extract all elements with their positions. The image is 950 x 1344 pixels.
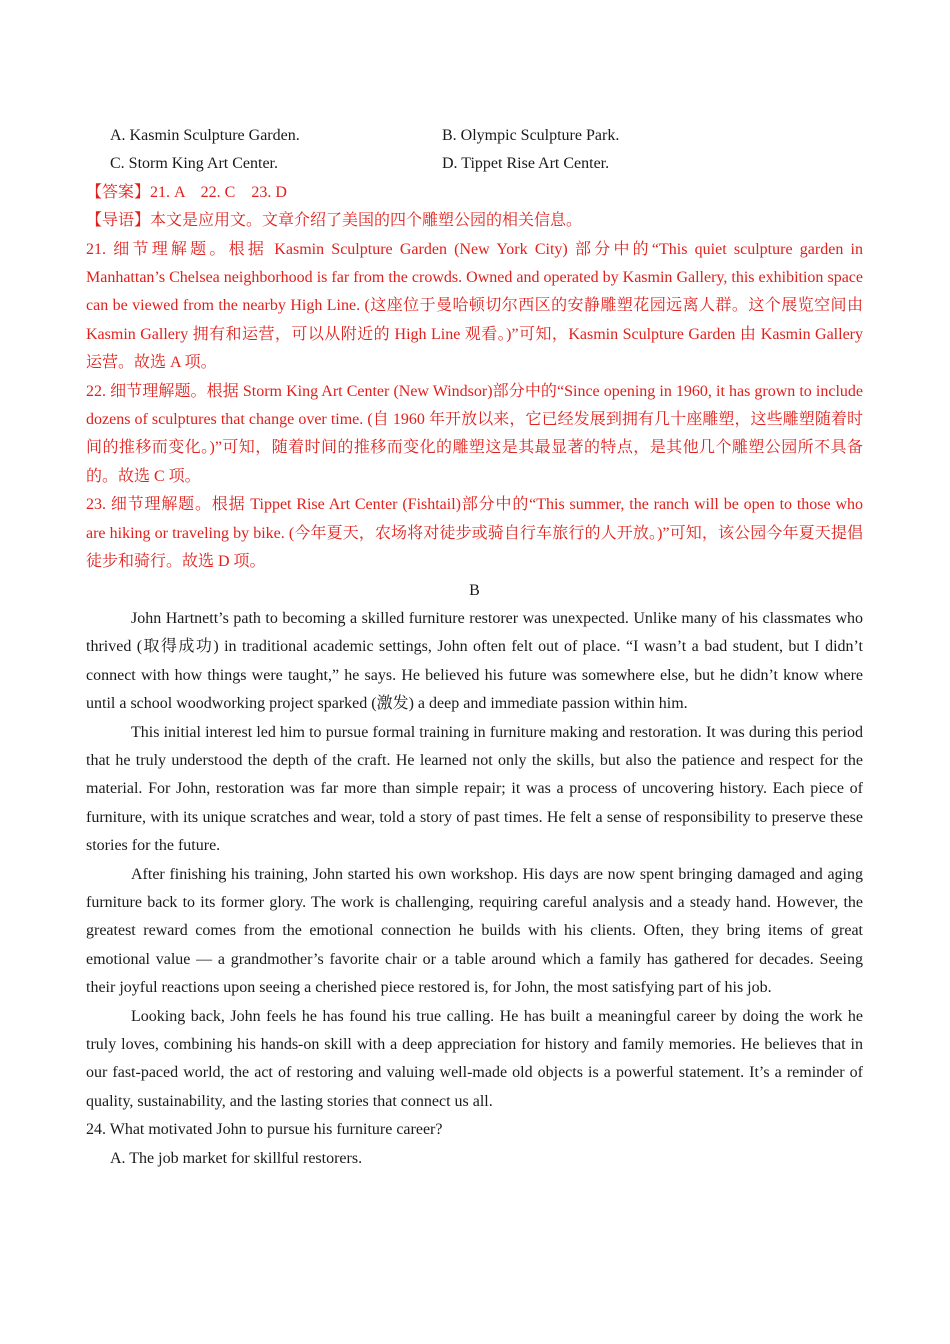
passage-paragraph-3: After finishing his training, John started his own workshop. His days are now spent bringing damaged and aging furniture back to its former glory. The work is challenging, requiring careful analysis and a steady hand. However, the greatest reward comes from the emotional connection he builds with his clients. Often, they bring items of great emotional value — a grandmother’s favorite chair or a table around which a family has gathered for decades. Seeing their joyful reactions upon seeing a cherished piece restored is, for John, the most satisfying part of his job.	[86, 865, 863, 997]
passage-paragraph-1: John Hartnett’s path to becoming a skilled furniture restorer was unexpected. Unlike many of his classmates who thrived (取得成功) in traditional academic settings, John often felt out of place. “I wasn’t a bad student, but I didn’t connect with how things were taught,” he says. He believed his future was somewhere else, but he didn’t know where until a school woodworking project sparked (激发) a deep and immediate passion within him.	[86, 609, 863, 713]
option-d: D. Tippet Rise Art Center.	[442, 155, 610, 173]
question-24-option-a: A. The job market for skillful restorers.	[110, 1149, 363, 1167]
option-c: C. Storm King Art Center.	[110, 155, 278, 173]
answer-line: 【答案】21. A 22. C 23. D	[86, 183, 287, 201]
explanation-23: 23. 细节理解题。根据 Tippet Rise Art Center (Fishtail)部分中的“This summer, the ranch will be open to those who are hiking or traveling by bike. (今年夏天，农场将对徒步或骑自行车旅行的人开放。)”可知，该公园今年夏天提倡徒步和骑行。故选 D 项。	[86, 496, 863, 571]
guide-line: 【导语】本文是应用文。文章介绍了美国的四个雕塑公园的相关信息。	[86, 212, 583, 230]
document-page	[86, 122, 863, 1173]
question-24: 24. What motivated John to pursue his furniture career?	[86, 1121, 443, 1139]
option-a: A. Kasmin Sculpture Garden.	[110, 127, 300, 144]
options-row-cd	[86, 150, 863, 178]
explanation-21: 21. 细节理解题。根据 Kasmin Sculpture Garden (New York City) 部分中的“This quiet sculpture garden in Manhattan’s Chelsea neighborhood is far from the crowds. Owned and operated by Kasmin Gallery, this exhibition space can be viewed from the nearby High Line. (这座位于曼哈顿切尔西区的安静雕塑花园远离人群。这个展览空间由 Kasmin Gallery 拥有和运营，可以从附近的 High Line 观看。)”可知，Kasmin Sculpture Garden 由 Kasmin Gallery 运营。故选 A 项。	[86, 240, 863, 372]
section-label: B	[469, 581, 480, 599]
explanation-22: 22. 细节理解题。根据 Storm King Art Center (New Windsor)部分中的“Since opening in 1960, it has grown to include dozens of sculptures that change over time. (自 1960 年开放以来，它已经发展到拥有几十座雕塑，这些雕塑随着时间的推移而变化。)”可知，随着时间的推移而变化的雕塑这是其最显著的特点，是其他几个雕塑公园所不具备的。故选 C 项。	[86, 382, 863, 485]
passage-paragraph-2: This initial interest led him to pursue formal training in furniture making and restoration. It was during this period that he truly understood the depth of the craft. He learned not only the skills, but also the patience and respect for the material. For John, restoration was far more than simple repair; it was a process of uncovering history. Each piece of furniture, with its unique scratches and wear, told a story of past times. He felt a sense of responsibility to preserve these stories for the future.	[86, 723, 863, 855]
passage-paragraph-4: Looking back, John feels he has found his true calling. He has built a meaningful career by doing the work he truly loves, combining his hands-on skill with a deep appreciation for history and family memories. He believes that in our fast-paced world, the act of restoring and valuing well-made old objects is a powerful statement. It’s a reminder of quality, sustainability, and the lasting stories that connect us all.	[86, 1007, 863, 1110]
option-b: B. Olympic Sculpture Park.	[442, 127, 620, 144]
options-row-ab	[86, 122, 863, 150]
